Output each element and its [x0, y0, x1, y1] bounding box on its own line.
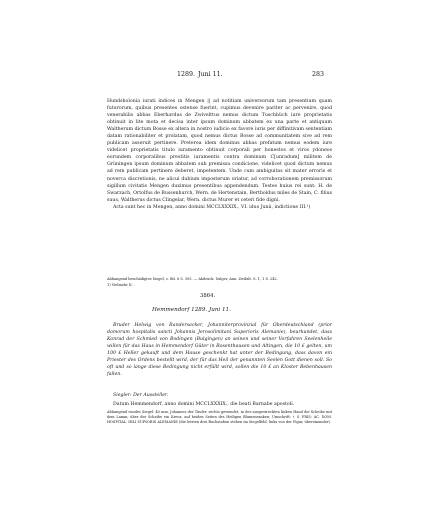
sealer-line: Siegler: Der Aussteller.: [113, 393, 169, 398]
footnote-1: 1) Vielmehr II.: [107, 283, 133, 287]
charter-text: [107, 98, 332, 211]
seal-description: Abhangend rundes Siegel: 40 mm, Johannes der Täufer, rechts gewendet, in der ausgestreckten linken Hand die Scheibe mit dem Lamm, über der Scheibe ein Kreuz, auf beiden Seiten des Heiligen Blumenranken; Umschrift: † S. FRIS: AC. DOM. HOSPITAL. IHLI SUPs̃ORIS ALEMANIE (die letzten drei Buchstaben stehen im Siegelfeld, links von der Figur, übereinander).: [107, 410, 332, 425]
regest-paragraph: Bruder Helwig von Randersacker, Johanniterprovinzial für Oberdeutschland (prior domorum hospitalis sancti Johannis Jerosolimitani Superioris Alemanie), beurkundet, dass Konrad der Schmied von Bodingen (Bulgingen) an seinen und seiner Vorfahren Seelenheile willen für das Haus in Hemmendorf Güter in Rosenthausen und Altingen, die 10 £ gelten, um 100 £ Heller gekauft und dem Hause geschenkt hat unter der Bedingung, dass davon ein Priester des Ordens bestellt wird, der für das Heil der genannten Seelen Gott dienen soll. So oft und so lange diese Bedingung nicht erfüllt wird, sollen die 10 £ an Kloster Bebenhausen fallen.: [107, 323, 332, 378]
running-header-date: Juni 11.: [198, 71, 223, 78]
source-note: Abhangend beschädigtes Siegel, s. Bd. 8 S. 305. — Abdruck: Sulger, Ann. Zwifalt. S. 1, 1 S. 242.: [107, 277, 278, 281]
charter-paragraph: Hundsholonia iurati indices in Mengen || ad notitiam universorum tam presentium quam futurorum, quibus presentes ostense fuerint, cupimus devenire pariter ac pervenire, quod venerabilis abbas Eberhardus de Zwivelttus nemus dictum Tuschbüch iure proprietatis obtinuit in lite mota et decisa inter ipsum dominum abbatem ex una parte et antiquum Waltherum dictum Bosse ex altera in nostro iudicio ex favore iuris per diffinitivam sententiam datam rationabiliter et prolatam, quod nemus dictus Bosse ad communitatem sive ad rem publicam asseruit pertinere. Preterea idem dominus abbas prefatum nemus eodem iure videlicet proprietatis titulo iuramento obtinuit corporali per honestos et viros ydoneos eorundem corporalibus prestitis iuramentis contra dominum C[unradum] militem de Grüningen ipsum dominum abbatem sub premissa condicione, videlicet quod dictum nemus ad rem publicam pertinere deberet, impetentem. Unde cum ambiguitas sit mater erroris et noverca discretionis, ne alicui dubium imposterum oriatur, ad corroborationem premissorum sigillum civitatis Mengen duximus presentibus appendendum. Testes huius rei sunt: H. de Swarzach, Ortolfus de Bussenhurch, Wern. de Hertenstain, Bertholdus miles de Stain, C. filius suus, Waltherus dictus Clingelar, Wern. dictus Murer et ceteri fide digni.: [107, 99, 332, 203]
document-number: 3864.: [200, 293, 216, 299]
page-number: 283: [312, 71, 325, 78]
regest-summary: [107, 322, 332, 378]
charter-closing-paragraph: Acta sunt hec in Mengen, anno domini MCCLXXXIX., VI. idus Junii, indictione III.¹): [113, 204, 311, 210]
running-header-year: 1289.: [177, 71, 196, 78]
dating-clause: Datum Hemmendorf, anno domini MCCLXXXIX., die beati Barnabe apostoli.: [113, 402, 295, 407]
document-heading: Hemmendorf 1289. Juni 11.: [152, 307, 231, 313]
